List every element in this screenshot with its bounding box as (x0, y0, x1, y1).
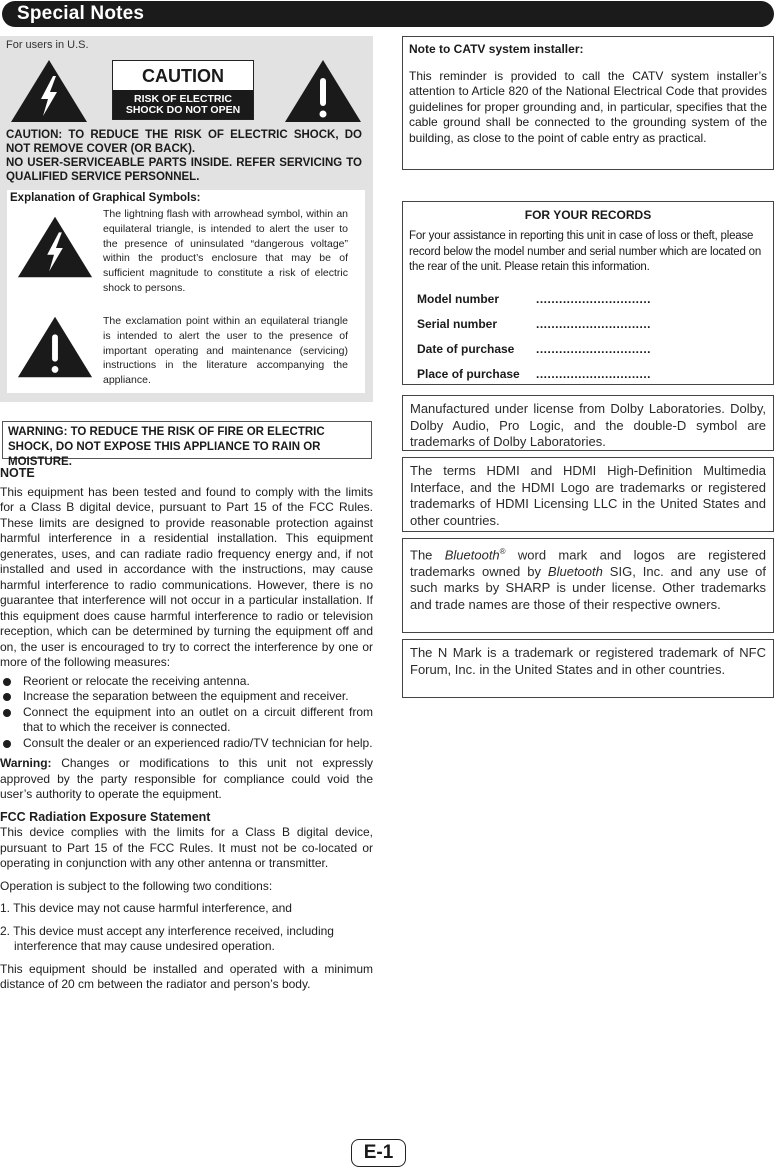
records-box (402, 201, 774, 385)
fcc-condition2: 2. This device must accept any interference received, including interference that may cause undesired operation. (0, 923, 334, 953)
fcc-paragraph2: Operation is subject to the following two conditions: (0, 878, 273, 893)
list-item: Consult the dealer or an experienced radio/TV technician for help. (0, 736, 373, 752)
bt-name2: Bluetooth (547, 563, 603, 579)
caution-band-line2: SHOCK DO NOT OPEN (125, 104, 241, 116)
exclamation-explanation: The exclamation point within an equilateral triangle is intended to alert the user to the presence of important operating and maintenance (servicing) instructions in the literature accompanying the appliance. (103, 315, 348, 387)
bt-registered-mark: ® (499, 547, 506, 556)
caution-label: CAUTION (142, 66, 224, 86)
caution-line2: NO USER-SERVICEABLE PARTS INSIDE. REFER SERVICING TO QUALIFIED SERVICE PERSONNEL. (6, 157, 362, 183)
fcc-paragraph1: This device complies with the limits for a Class B digital device, pursuant to Part 15 of the FCC Rules. It must not be co-located or operating in conjunction with any other antenna or transmitter. (0, 825, 373, 870)
record-blank-serial[interactable]: .............................. (536, 317, 652, 331)
record-label-date: Date of purchase (417, 342, 515, 356)
records-body: For your assistance in reporting this unit in case of loss or theft, please record below the model number and serial number which are located on the rear of the unit. Please retain this information. (409, 230, 762, 273)
bt-mid: word mark and logos are registered trademarks owned by (410, 547, 766, 579)
record-label-model: Model number (417, 292, 500, 306)
note-section (0, 466, 373, 993)
fcc-paragraph3: This equipment should be installed and operated with a minimum distance of 20 cm between the radiator and person’s body. (0, 961, 373, 991)
symbols-title: Explanation of Graphical Symbols: (10, 192, 201, 204)
list-item: Reorient or relocate the receiving antenna. (0, 674, 373, 690)
list-item: Increase the separation between the equipment and receiver. (0, 689, 373, 705)
nfc-trademark-box: The N Mark is a trademark or registered trademark of NFC Forum, Inc. in the United States and in other countries. (402, 639, 774, 698)
catv-body: This reminder is provided to call the CATV system installer’s attention to Article 820 of the National Electrical Code that provides guidelines for proper grounding and, in particular, specifies that the cable ground shall be connected to the grounding system of the building, as close to the point of cable entry as practical. (409, 68, 767, 145)
page-number: E-1 (351, 1139, 406, 1167)
caution-label-box (112, 60, 254, 120)
section-title: Special Notes (17, 3, 145, 24)
note-body: This equipment has been tested and found to comply with the limits for a Class B digital device, pursuant to Part 15 of the FCC Rules. These limits are designed to provide reasonable protection against harmful interference in a residential installation. This equipment generates, uses, and can radiate radio frequency energy and, if not installed and used in accordance with the instructions, may cause harmful interference to radio communications. However, there is no guarantee that interference will not occur in a particular installation. If this equipment does cause harmful interference to radio or television reception, which can be determined by turning the equipment off and on, the user is encouraged to try to correct the interference by one or more of the following measures: (0, 484, 373, 669)
list-item: Connect the equipment into an outlet on a circuit different from that to which the receiver is connected. (0, 705, 373, 736)
bt-pre: The (410, 547, 445, 563)
lightning-warning-icon (9, 58, 89, 124)
record-blank-place[interactable]: .............................. (536, 367, 652, 381)
dolby-trademark-box: Manufactured under license from Dolby Laboratories. Dolby, Dolby Audio, Pro Logic, and the double-D symbol are trademarks of Dolby Laboratories. (402, 395, 774, 451)
caution-text (6, 128, 362, 184)
warning-text: Changes or modifications to this unit not expressly approved by the party responsible for compliance could void the user’s authority to operate the equipment. (0, 756, 373, 801)
fcc-heading: FCC Radiation Exposure Statement (0, 809, 211, 824)
symbols-explanation (7, 190, 365, 393)
bt-name: Bluetooth (444, 547, 500, 563)
record-blank-model[interactable]: .............................. (536, 292, 652, 306)
caution-band-line1: RISK OF ELECTRIC (133, 93, 232, 105)
warning-box: WARNING: TO REDUCE THE RISK OF FIRE OR ELECTRIC SHOCK, DO NOT EXPOSE THIS APPLIANCE TO RAIN OR MOISTURE. (2, 421, 372, 459)
lightning-symbol-icon (16, 214, 94, 280)
caution-panel (0, 36, 373, 402)
warning-paragraph (0, 756, 373, 803)
records-heading: FOR YOUR RECORDS (524, 208, 652, 222)
note-heading: NOTE (0, 466, 35, 480)
exclamation-symbol-icon (16, 314, 94, 380)
record-blank-date[interactable]: .............................. (536, 342, 652, 356)
section-header (2, 1, 774, 27)
caution-line1: CAUTION: TO REDUCE THE RISK OF ELECTRIC SHOCK, DO NOT REMOVE COVER (OR BACK). (6, 129, 362, 155)
record-label-place: Place of purchase (417, 367, 520, 381)
bt-post: SIG, Inc. and any use of such marks by SHARP is under license. Other trademarks and trade names are those of their respective owners. (410, 563, 766, 612)
catv-note-box (402, 36, 774, 170)
record-label-serial: Serial number (417, 317, 498, 331)
catv-heading: Note to CATV system installer: (409, 42, 584, 56)
bluetooth-trademark-box (402, 538, 774, 633)
caution-band (113, 90, 253, 119)
for-users-label: For users in U.S. (6, 39, 89, 51)
lightning-explanation: The lightning flash with arrowhead symbol, within an equilateral triangle, is intended to alert the user to the presence of uninsulated “dangerous voltage” within the product’s enclosure that may be of sufficient magnitude to constitute a risk of electric shock to persons. (103, 208, 348, 294)
exclamation-warning-icon (283, 58, 363, 124)
hdmi-trademark-box: The terms HDMI and HDMI High-Definition Multimedia Interface, and the HDMI Logo are trademarks or registered trademarks of HDMI Licensing LLC in the United States and other countries. (402, 457, 774, 532)
fcc-condition1: 1. This device may not cause harmful interference, and (0, 901, 292, 915)
measures-list (0, 674, 373, 752)
warning-label: Warning: (0, 756, 52, 770)
